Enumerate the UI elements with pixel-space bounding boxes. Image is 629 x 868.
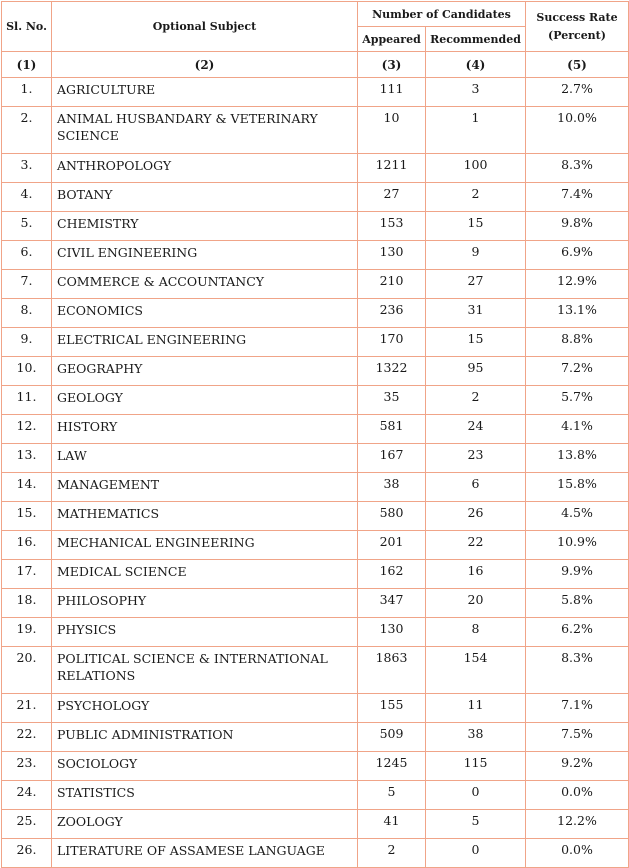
row-success-rate: 8.8% — [526, 328, 629, 357]
table-row — [2, 752, 629, 781]
row-recommended: 24 — [426, 415, 526, 444]
row-success-rate: 10.9% — [526, 531, 629, 560]
row-success-rate: 0.0% — [526, 839, 629, 868]
row-success-rate: 6.9% — [526, 241, 629, 270]
row-success-rate: 9.2% — [526, 752, 629, 781]
row-subject: PUBLIC ADMINISTRATION — [52, 723, 358, 752]
row-appeared: 201 — [358, 531, 426, 560]
row-sl-no: 16. — [2, 531, 52, 560]
row-sl-no: 1. — [2, 78, 52, 107]
row-success-rate: 9.9% — [526, 560, 629, 589]
table-row — [2, 328, 629, 357]
row-sl-no: 22. — [2, 723, 52, 752]
row-appeared: 10 — [358, 107, 426, 154]
table-row — [2, 386, 629, 415]
row-success-rate: 8.3% — [526, 154, 629, 183]
row-sl-no: 3. — [2, 154, 52, 183]
row-sl-no: 10. — [2, 357, 52, 386]
table-row — [2, 154, 629, 183]
row-appeared: 2 — [358, 839, 426, 868]
table-row — [2, 560, 629, 589]
table-row — [2, 107, 629, 154]
row-sl-no: 14. — [2, 473, 52, 502]
row-success-rate: 12.2% — [526, 810, 629, 839]
table-row — [2, 183, 629, 212]
row-sl-no: 18. — [2, 589, 52, 618]
row-appeared: 38 — [358, 473, 426, 502]
row-subject: MEDICAL SCIENCE — [52, 560, 358, 589]
row-subject: COMMERCE & ACCOUNTANCY — [52, 270, 358, 299]
row-sl-no: 12. — [2, 415, 52, 444]
row-appeared: 153 — [358, 212, 426, 241]
table-row — [2, 299, 629, 328]
row-appeared: 130 — [358, 618, 426, 647]
row-subject: STATISTICS — [52, 781, 358, 810]
table-row — [2, 415, 629, 444]
table-row — [2, 473, 629, 502]
row-success-rate: 7.1% — [526, 694, 629, 723]
row-recommended: 2 — [426, 183, 526, 212]
row-sl-no: 7. — [2, 270, 52, 299]
row-sl-no: 11. — [2, 386, 52, 415]
column-number: (4) — [426, 52, 526, 78]
row-appeared: 162 — [358, 560, 426, 589]
table-row — [2, 810, 629, 839]
row-appeared: 347 — [358, 589, 426, 618]
column-number: (5) — [526, 52, 629, 78]
row-subject: HISTORY — [52, 415, 358, 444]
row-recommended: 31 — [426, 299, 526, 328]
row-sl-no: 5. — [2, 212, 52, 241]
row-appeared: 111 — [358, 78, 426, 107]
row-success-rate: 8.3% — [526, 647, 629, 694]
row-recommended: 11 — [426, 694, 526, 723]
appeared-header: Appeared — [358, 27, 426, 52]
row-subject: ZOOLOGY — [52, 810, 358, 839]
row-subject: ANTHROPOLOGY — [52, 154, 358, 183]
row-success-rate: 0.0% — [526, 781, 629, 810]
row-subject: BOTANY — [52, 183, 358, 212]
row-appeared: 167 — [358, 444, 426, 473]
row-sl-no: 17. — [2, 560, 52, 589]
table-body — [2, 78, 629, 868]
row-subject: ECONOMICS — [52, 299, 358, 328]
results-table — [1, 1, 629, 868]
optional-subject-header: Optional Subject — [52, 2, 358, 52]
row-subject: POLITICAL SCIENCE & INTERNATIONAL RELATIONS — [52, 647, 358, 694]
table-row — [2, 647, 629, 694]
row-appeared: 1322 — [358, 357, 426, 386]
recommended-header: Recommended — [426, 27, 526, 52]
row-appeared: 210 — [358, 270, 426, 299]
table-row — [2, 241, 629, 270]
row-sl-no: 24. — [2, 781, 52, 810]
row-subject: MECHANICAL ENGINEERING — [52, 531, 358, 560]
row-recommended: 23 — [426, 444, 526, 473]
table-row — [2, 270, 629, 299]
table-row — [2, 444, 629, 473]
row-success-rate: 5.7% — [526, 386, 629, 415]
column-number: (2) — [52, 52, 358, 78]
row-success-rate: 13.1% — [526, 299, 629, 328]
row-appeared: 236 — [358, 299, 426, 328]
row-recommended: 115 — [426, 752, 526, 781]
row-success-rate: 2.7% — [526, 78, 629, 107]
row-sl-no: 25. — [2, 810, 52, 839]
row-subject: PSYCHOLOGY — [52, 694, 358, 723]
table-row — [2, 212, 629, 241]
row-success-rate: 15.8% — [526, 473, 629, 502]
row-recommended: 22 — [426, 531, 526, 560]
row-recommended: 26 — [426, 502, 526, 531]
row-sl-no: 23. — [2, 752, 52, 781]
row-recommended: 27 — [426, 270, 526, 299]
row-sl-no: 9. — [2, 328, 52, 357]
row-appeared: 27 — [358, 183, 426, 212]
row-appeared: 1245 — [358, 752, 426, 781]
row-recommended: 154 — [426, 647, 526, 694]
table-row — [2, 502, 629, 531]
row-success-rate: 7.4% — [526, 183, 629, 212]
number-of-candidates-header: Number of Candidates — [358, 2, 526, 27]
table-header — [2, 2, 629, 78]
row-recommended: 0 — [426, 781, 526, 810]
row-subject: CIVIL ENGINEERING — [52, 241, 358, 270]
column-number: (1) — [2, 52, 52, 78]
row-recommended: 6 — [426, 473, 526, 502]
table-row — [2, 589, 629, 618]
table-row — [2, 839, 629, 868]
row-success-rate: 4.1% — [526, 415, 629, 444]
row-sl-no: 19. — [2, 618, 52, 647]
row-subject: SOCIOLOGY — [52, 752, 358, 781]
row-success-rate: 7.5% — [526, 723, 629, 752]
row-subject: CHEMISTRY — [52, 212, 358, 241]
row-success-rate: 13.8% — [526, 444, 629, 473]
row-success-rate: 7.2% — [526, 357, 629, 386]
row-recommended: 16 — [426, 560, 526, 589]
row-subject: GEOLOGY — [52, 386, 358, 415]
row-subject: ANIMAL HUSBANDARY & VETERINARY SCIENCE — [52, 107, 358, 154]
row-recommended: 2 — [426, 386, 526, 415]
row-appeared: 35 — [358, 386, 426, 415]
table-row — [2, 531, 629, 560]
row-sl-no: 26. — [2, 839, 52, 868]
table-row — [2, 357, 629, 386]
row-subject: MATHEMATICS — [52, 502, 358, 531]
row-recommended: 100 — [426, 154, 526, 183]
row-appeared: 155 — [358, 694, 426, 723]
row-success-rate: 6.2% — [526, 618, 629, 647]
row-recommended: 15 — [426, 212, 526, 241]
success-rate-label: Success Rate — [536, 10, 618, 24]
row-appeared: 130 — [358, 241, 426, 270]
row-subject: LAW — [52, 444, 358, 473]
row-recommended: 15 — [426, 328, 526, 357]
row-success-rate: 5.8% — [526, 589, 629, 618]
row-sl-no: 21. — [2, 694, 52, 723]
row-recommended: 20 — [426, 589, 526, 618]
table-row — [2, 694, 629, 723]
row-sl-no: 8. — [2, 299, 52, 328]
sl-no-header: Sl. No. — [2, 2, 52, 52]
table-row — [2, 618, 629, 647]
row-sl-no: 4. — [2, 183, 52, 212]
row-sl-no: 20. — [2, 647, 52, 694]
row-subject: LITERATURE OF ASSAMESE LANGUAGE — [52, 839, 358, 868]
row-sl-no: 15. — [2, 502, 52, 531]
row-appeared: 580 — [358, 502, 426, 531]
row-recommended: 3 — [426, 78, 526, 107]
row-subject: MANAGEMENT — [52, 473, 358, 502]
row-recommended: 95 — [426, 357, 526, 386]
row-appeared: 5 — [358, 781, 426, 810]
success-rate-unit: (Percent) — [548, 28, 606, 42]
row-success-rate: 12.9% — [526, 270, 629, 299]
row-appeared: 41 — [358, 810, 426, 839]
results-table-container — [1, 1, 628, 868]
row-subject: AGRICULTURE — [52, 78, 358, 107]
row-subject: PHYSICS — [52, 618, 358, 647]
row-subject: ELECTRICAL ENGINEERING — [52, 328, 358, 357]
row-sl-no: 2. — [2, 107, 52, 154]
table-row — [2, 723, 629, 752]
row-recommended: 8 — [426, 618, 526, 647]
row-subject: GEOGRAPHY — [52, 357, 358, 386]
table-row — [2, 78, 629, 107]
row-appeared: 509 — [358, 723, 426, 752]
row-recommended: 9 — [426, 241, 526, 270]
row-success-rate: 9.8% — [526, 212, 629, 241]
row-recommended: 1 — [426, 107, 526, 154]
column-number: (3) — [358, 52, 426, 78]
row-appeared: 1211 — [358, 154, 426, 183]
row-recommended: 38 — [426, 723, 526, 752]
row-recommended: 0 — [426, 839, 526, 868]
success-rate-header — [526, 2, 629, 52]
row-recommended: 5 — [426, 810, 526, 839]
row-subject: PHILOSOPHY — [52, 589, 358, 618]
row-appeared: 581 — [358, 415, 426, 444]
row-success-rate: 10.0% — [526, 107, 629, 154]
row-appeared: 170 — [358, 328, 426, 357]
row-sl-no: 13. — [2, 444, 52, 473]
row-success-rate: 4.5% — [526, 502, 629, 531]
row-appeared: 1863 — [358, 647, 426, 694]
row-sl-no: 6. — [2, 241, 52, 270]
